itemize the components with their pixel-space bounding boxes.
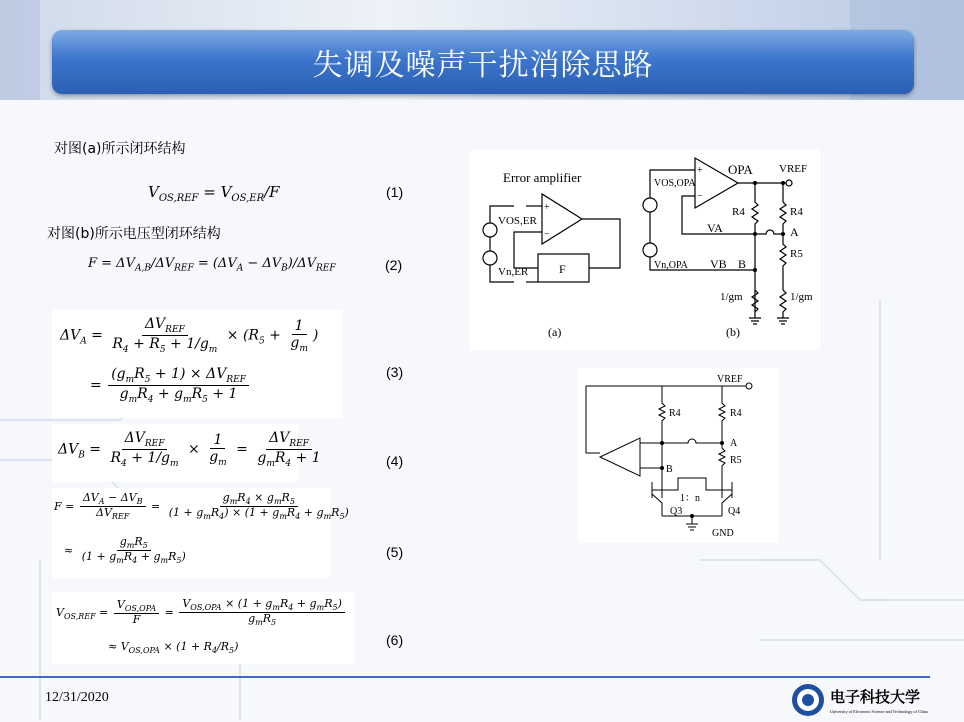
diagram-b-gm-right: 1/gm [790,291,813,303]
equation-3-line-2: = $\frac{(g_mR_5 + 1) \times \Delta V_{REF}}{g_mR_4 + g_mR_5 + 1}$ [90,366,251,405]
diagram-b-r4-right: R4 [790,206,803,218]
diagram-b-gm-left: 1/gm [720,291,743,303]
diagram-a-feedback: F [559,262,566,276]
equation-number-6: (6) [386,632,404,648]
circuit-diagram-ab [470,150,820,350]
diagram-b-r4-left: R4 [732,206,745,218]
equation-6-line-2: ≈ $V_{OS,OPA} \times (1 + R_4/R_5)$ [108,640,239,656]
equation-6-line-1: $V_{OS,REF}$ = $\frac{V_{OS,OPA}}{F}$ = $\frac{V_{OS,OPA} \times (1 + g_mR_4 + g_mR_5)}{g_mR_5}$ [56,598,347,628]
slide-title: 失调及噪声干扰消除思路 [312,48,654,83]
university-name: 电子科技大学 [830,690,921,706]
equation-4-box [52,424,321,482]
diagram-c-r4-left: R4 [669,408,681,419]
diagram-b-vos: VOS,OPA [654,178,696,189]
diagram-a-minus: − [544,229,550,240]
equation-5-line-2: ≈ $\frac{g_mR_5}{(1 + g_mR_4 + g_mR_5)}$ [64,535,186,566]
diagram-c-gnd: GND [712,528,734,539]
diagram-b-opa: OPA [728,162,753,177]
diagram-c-node-b: B [666,464,673,475]
university-name-en: University of Electronic Science and Technology of China [830,709,928,714]
diagram-c-ratio: 1：n [680,493,700,504]
text-figure-b: 对图(b)所示电压型闭环结构 [47,226,221,242]
equation-5-box [52,488,349,578]
diagram-c-q3: Q3 [670,506,683,517]
diagram-a-heading: Error amplifier [503,170,582,185]
diagram-c-r4-right: R4 [730,408,742,419]
university-logo [790,682,940,718]
diagram-c-vref: VREF [717,374,743,385]
equation-number-5: (5) [386,544,404,560]
footer-date: 12/31/2020 [45,690,109,705]
equation-5-line-1: F = $\frac{\Delta V_A - \Delta V_B}{\Delta V_{REF}}$ = $\frac{g_mR_4 \times g_mR_5}{(1 + g_mR_4) \times (1 + g_mR_4 + g_mR_5)}$ [54,491,349,522]
diagram-a-caption: (a) [548,325,562,339]
equation-2: $F = \Delta V_{A,B}/\Delta V_{REF} = (\Delta V_A - \Delta V_B)/\Delta V_{REF}$ [88,256,336,274]
diagram-c-q4: Q4 [728,506,741,517]
circuit-diagram-c [578,368,778,543]
text-figure-a: 对图(a)所示闭环结构 [54,141,186,157]
equation-number-3: (3) [386,364,404,380]
diagram-b-plus: + [697,165,703,176]
diagram-c-r5: R5 [730,455,742,466]
diagram-a-vos: VOS,ER [498,215,537,227]
diagram-b-minus: − [697,191,703,202]
diagram-b-caption: (b) [726,325,740,339]
title-bar [52,30,914,94]
equation-1: $V_{OS,REF} = V_{OS,ER}/F$ [148,183,280,204]
equation-3-line-1: $\Delta V_A$ = $\frac{\Delta V_{REF}}{R_4 + R_5 + 1/g_m}$ × ($R_5$ + $\frac{1}{g_m}$ ) [60,316,319,355]
diagram-b-va: VA [707,221,723,235]
diagram-b-vb: VB [710,257,727,271]
equation-4: $\Delta V_B$ = $\frac{\Delta V_{REF}}{R_4 + 1/g_m}$ × $\frac{1}{g_m}$ = $\frac{\Delta V_{REF}}{g_mR_4 + 1}$ [58,430,321,469]
diagram-b-vn: Vn,OPA [654,260,688,271]
equation-number-1: (1) [386,184,404,200]
equation-3-box [52,310,342,418]
equation-number-2: (2) [385,257,403,273]
equation-6-box [52,592,354,664]
diagram-b-node-a: A [790,225,799,239]
diagram-b-r5: R5 [790,248,803,260]
diagram-b-vref: VREF [779,163,808,175]
diagram-a-plus: + [544,202,550,213]
footer-line [0,676,930,678]
diagram-c-node-a: A [730,438,738,449]
equation-number-4: (4) [386,453,404,469]
diagram-b-node-b: B [738,257,747,271]
diagram-a-vn: Vn,ER [498,266,529,278]
